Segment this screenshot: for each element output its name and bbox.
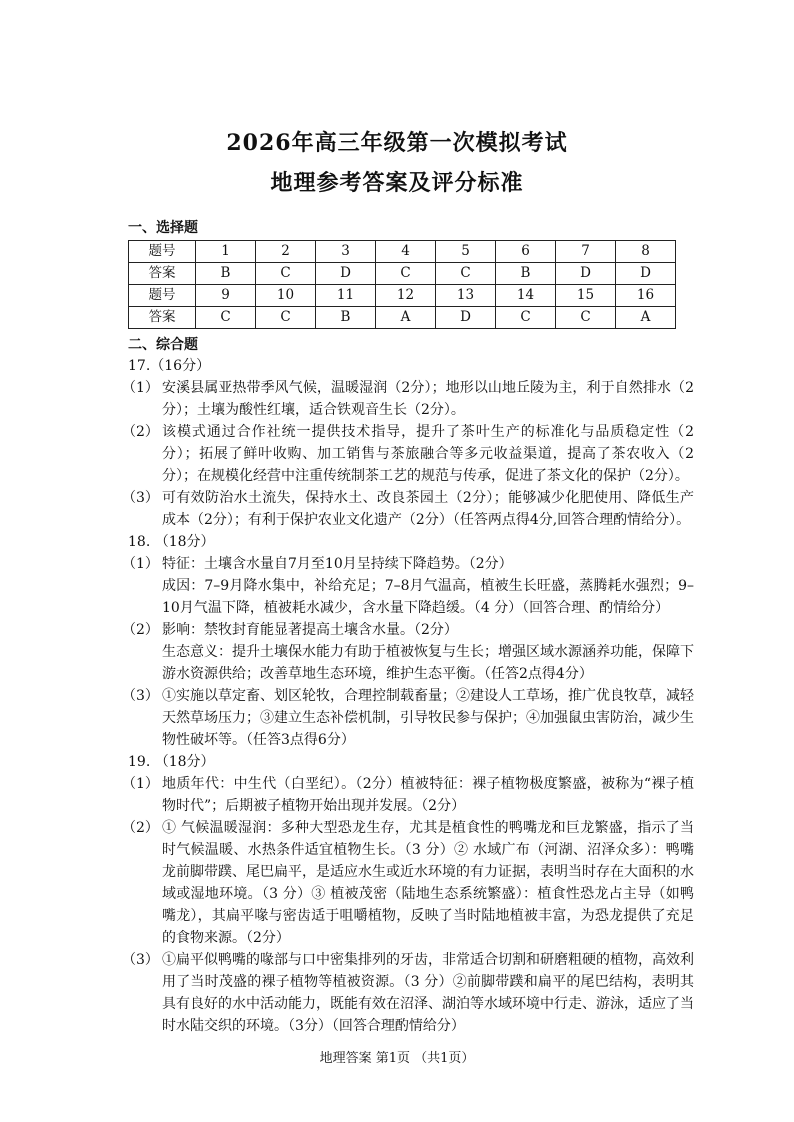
answer-cell: B xyxy=(316,307,376,329)
answer-cell: 15 xyxy=(556,285,616,307)
item-text: ① 气候温暖湿润：多种大型恐龙生存，尤其是植食性的鸭嘴龙和巨龙繁盛，指示了当时气候温暖、水热条件适宜植物生长。（3 分）② 水域广布（河湖、沼泽众多）：鸭嘴龙前脚带蹼、尾巴扁平，是适应水生或近水环境的有力证据，表明当时存在大面积的水域或湿地环境。（3 分）③ 植被茂密（陆地生态系统繁盛）：植食性恐龙占主导（如鸭嘴龙），其扁平喙与密齿适于咀嚼植物，反映了当时陆地植被丰富，为恐龙提供了充足的食物来源。（2分） xyxy=(162,820,694,946)
item-number: （2） xyxy=(122,622,159,638)
answer-cell: 7 xyxy=(556,241,616,263)
item-text: 安溪县属亚热带季风气候，温暖湿润（2分）；地形以山地丘陵为主，利于自然排水（2分）；土壤为酸性红壤，适合铁观音生长（2分）。 xyxy=(162,380,694,418)
item-text-container xyxy=(162,377,694,421)
answer-table-row xyxy=(129,263,676,285)
answer-key-subtitle: 地理参考答案及评分标准 xyxy=(270,170,524,196)
answer-cell: C xyxy=(256,263,316,285)
section-heading-multiple-choice: 一、选择题 xyxy=(128,220,198,236)
exam-title: 2026年高三年级第一次模拟考试 xyxy=(226,130,568,156)
item-text-container xyxy=(162,773,694,817)
answer-table xyxy=(128,240,676,329)
item-text-container xyxy=(162,949,694,1037)
answer-cell: A xyxy=(376,307,436,329)
answer-item xyxy=(122,421,694,487)
answer-cell: D xyxy=(556,263,616,285)
answer-cell: 11 xyxy=(316,285,376,307)
item-number: （2） xyxy=(122,424,159,440)
answer-cell: 14 xyxy=(496,285,556,307)
answer-item xyxy=(122,487,694,531)
item-text: ①实施以草定畜、划区轮牧，合理控制载畜量；②建设人工草场，推广优良牧草，减轻天然草场压力；③建立生态补偿机制，引导牧民参与保护；④加强鼠虫害防治，减少生物性破坏等。（任答3点得6分） xyxy=(162,688,694,748)
item-text-container xyxy=(162,553,694,619)
item-text-container xyxy=(162,817,694,949)
answer-cell: D xyxy=(436,307,496,329)
answer-cell: C xyxy=(196,307,256,329)
item-text-extra: 生态意义：提升土壤保水能力有助于植被恢复与生长；增强区域水源涵养功能，保障下游水资源供给；改善草地生态环境，维护生态平衡。（任答2点得4分） xyxy=(162,644,694,682)
answer-item xyxy=(122,817,694,949)
item-number: （1） xyxy=(122,556,159,572)
answer-cell: 10 xyxy=(256,285,316,307)
item-text: 特征：土壤含水量自7月至10月呈持续下降趋势。（2分） xyxy=(162,556,513,572)
item-text: 该模式通过合作社统一提供技术指导，提升了茶叶生产的标准化与品质稳定性（2分）；拓展了鲜叶收购、加工销售与茶旅融合等多元收益渠道，提高了茶农收入（2分）；在规模化经营中注重传统制茶工艺的规范与传承，促进了茶文化的保护（2分）。 xyxy=(162,424,694,484)
answer-cell: C xyxy=(496,307,556,329)
answer-item xyxy=(122,685,694,751)
answer-item xyxy=(122,949,694,1037)
question-heading: 19. （18分） xyxy=(128,754,215,770)
answer-cell: D xyxy=(616,263,676,285)
answer-cell: 1 xyxy=(196,241,256,263)
answer-cell: 13 xyxy=(436,285,496,307)
row-label: 答案 xyxy=(129,307,196,329)
item-text: 可有效防治水土流失，保持水土、改良茶园土（2分）；能够减少化肥使用、降低生产成本（2分）；有利于保护农业文化遗产（2分）（任答两点得4分,回答合理酌情给分）。 xyxy=(162,490,694,528)
answer-cell: 9 xyxy=(196,285,256,307)
item-text-extra: 成因：7–9月降水集中，补给充足；7–8月气温高，植被生长旺盛，蒸腾耗水强烈；9–10月气温下降，植被耗水减少，含水量下降趋缓。（4 分）（回答合理、酌情给分） xyxy=(162,578,694,616)
item-text-container xyxy=(162,685,694,751)
answer-cell: B xyxy=(496,263,556,285)
answer-item xyxy=(122,619,694,685)
answer-cell: 5 xyxy=(436,241,496,263)
row-label: 题号 xyxy=(129,241,196,263)
question-heading: 18. （18分） xyxy=(128,534,215,550)
answer-cell: C xyxy=(436,263,496,285)
answer-cell: A xyxy=(616,307,676,329)
question-heading: 17.（16分） xyxy=(128,358,211,374)
answer-cell: 12 xyxy=(376,285,436,307)
answer-table-body xyxy=(129,241,676,329)
item-text: ①扁平似鸭嘴的喙部与口中密集排列的牙齿，非常适合切割和研磨粗硬的植物，高效利用了当时茂盛的裸子植物等植被资源。（3 分）②前脚带蹼和扁平的尾巴结构，表明其具有良好的水中活动能力，既能有效在沼泽、湖泊等水域环境中行走、游泳，适应了当时水陆交织的环境。（3分）（回答合理酌情给分） xyxy=(162,952,694,1034)
item-text: 地质年代：中生代（白垩纪）。（2分）植被特征：裸子植物极度繁盛，被称为“裸子植物时代”；后期被子植物开始出现并发展。（2分） xyxy=(162,776,694,814)
answer-table-row xyxy=(129,241,676,263)
item-number: （3） xyxy=(122,688,159,704)
answer-cell: C xyxy=(376,263,436,285)
item-text-container xyxy=(162,487,694,531)
answer-cell: 16 xyxy=(616,285,676,307)
answer-cell: 4 xyxy=(376,241,436,263)
answer-cell: D xyxy=(316,263,376,285)
item-number: （3） xyxy=(122,952,159,968)
answer-item xyxy=(122,553,694,619)
item-number: （2） xyxy=(122,820,159,836)
answer-cell: 3 xyxy=(316,241,376,263)
page-footer: 地理答案 第1页 （共1页） xyxy=(319,1051,475,1066)
page-content xyxy=(122,218,694,1037)
item-text-container xyxy=(162,619,694,685)
section-heading-comprehensive: 二、综合题 xyxy=(128,337,198,353)
item-number: （1） xyxy=(122,380,159,396)
answer-cell: 2 xyxy=(256,241,316,263)
answer-table-row xyxy=(129,307,676,329)
answer-table-row xyxy=(129,285,676,307)
answer-cell: 8 xyxy=(616,241,676,263)
answer-cell: C xyxy=(256,307,316,329)
row-label: 题号 xyxy=(129,285,196,307)
answer-cell: C xyxy=(556,307,616,329)
answer-cell: B xyxy=(196,263,256,285)
answer-item xyxy=(122,377,694,421)
row-label: 答案 xyxy=(129,263,196,285)
answer-item xyxy=(122,773,694,817)
item-text: 影响：禁牧封育能显著提高土壤含水量。（2分） xyxy=(162,622,458,638)
answer-cell: 6 xyxy=(496,241,556,263)
item-number: （3） xyxy=(122,490,159,506)
comprehensive-answers xyxy=(122,355,694,1037)
item-number: （1） xyxy=(122,776,159,792)
item-text-container xyxy=(162,421,694,487)
